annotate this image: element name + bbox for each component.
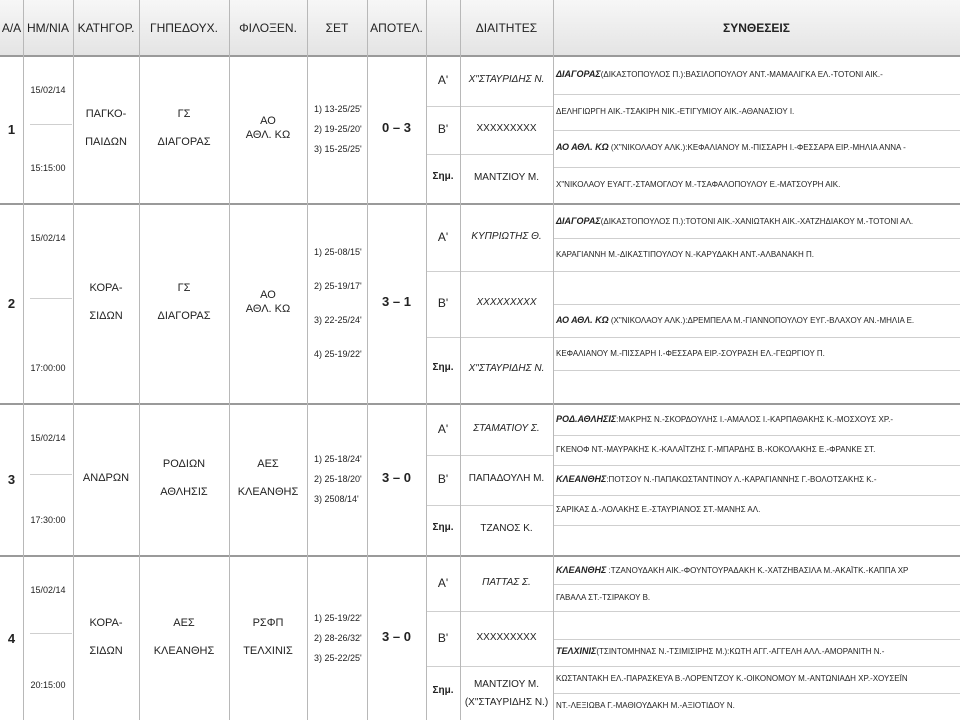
set-score: 1) 25-19/22' (314, 612, 362, 623)
lineup-players: :ΜΑΚΡΗΣ Ν.-ΣΚΟΡΔΟΥΛΗΣ Ι.-ΑΜΑΛΟΣ Ι.-ΚΑΡΠΑΘΑΚΗΣ Κ.-ΜΟΣΧΟΥΣ ΧΡ.- (616, 415, 894, 424)
lineup-row (556, 249, 814, 259)
lineup-players: (ΔΙΚΑΣΤΟΠΟΥΛΟΣ Π.):ΒΑΣΙΛΟΠΟΥΛΟΥ ΑΝΤ.-ΜΑΜΑΛΙΓΚΑ ΕΛ.-ΤΟΤΟΝΙ ΑΙΚ.- (600, 70, 883, 80)
lineup-row (556, 444, 875, 454)
match-number: 4 (7, 630, 16, 646)
referee-row-divider (426, 337, 553, 338)
column-divider (307, 0, 308, 720)
match-block (0, 205, 960, 403)
referee-role-a: Α' (437, 576, 449, 591)
lineup-row-divider (553, 304, 960, 305)
lineup-row-divider (553, 465, 960, 466)
referee-s-alt: (Χ"ΣΤΑΥΡΙΔΗΣ Ν.) (464, 696, 549, 708)
guest-team: ΚΛΕΑΝΘΗΣ (237, 486, 299, 498)
col-aa-header: Α/Α (1, 20, 22, 35)
set-score: 3) 22-25/24' (314, 315, 362, 325)
match-date: 15/02/14 (30, 433, 66, 443)
date-divider (30, 124, 72, 125)
match-time: 15:15:00 (30, 163, 66, 173)
match-result: 3 – 0 (382, 628, 411, 644)
column-divider (139, 0, 140, 720)
col-category-header: ΚΑΤΗΓΟΡ. (77, 20, 135, 35)
referee-row-divider (426, 505, 553, 506)
lineup-row (556, 216, 913, 226)
home-team: ΑΕΣ (173, 616, 195, 629)
set-score: 1) 25-08/15' (314, 247, 362, 257)
lineup-players: (ΤΣΙΝΤΟΜΗΝΑΣ Ν.-ΤΣΙΜΙΣΙΡΗΣ Μ.):ΚΩΤΗ ΑΓΓ.-ΑΓΓΕΛΗ ΑΛΛ.-ΑΜΟΡΑΝΙΤΗ Ν.- (596, 647, 885, 657)
referee-row-divider (426, 271, 553, 272)
lineup-row (556, 69, 883, 79)
lineup-row-divider (553, 337, 960, 338)
lineup-row-divider (553, 238, 960, 239)
col-sets-header: ΣΕΤ (325, 20, 349, 35)
referee-role-s: Σημ. (432, 522, 454, 533)
referee-a: ΠΑΤΤΑΣ Σ. (482, 577, 531, 589)
lineup-players: ΣΑΡΙΚΑΣ Δ.-ΛΟΛΑΚΗΣ Ε.-ΣΤΑΥΡΙΑΝΟΣ ΣΤ.-ΜΑΝΗΣ ΑΛ. (556, 505, 761, 514)
lineup-row (556, 646, 884, 656)
lineup-players: Χ"ΝΙΚΟΛΑΟΥ ΕΥΑΓΓ.-ΣΤΑΜΟΓΛΟΥ Μ.-ΤΣΑΦΑΛΟΠΟΥΛΟΥ Ε.-ΜΑΤΣΟΥΡΗ ΑΙΚ. (556, 179, 841, 189)
referee-role-a: Α' (437, 422, 449, 436)
match-number: 3 (7, 472, 16, 487)
set-score: 2) 25-18/20' (314, 474, 362, 484)
lineup-players: :ΤΖΑΝΟΥΔΑΚΗ ΑΙΚ.-ΦΟΥΝΤΟΥΡΑΔΑΚΗ Κ.-ΧΑΤΖΗΒΑΣΙΛΑ Μ.-ΑΚΑΪΤΚ.-ΚΑΠΠΑ ΧΡ (606, 565, 909, 575)
column-divider (229, 0, 230, 720)
referee-s: ΜΑΝΤΖΙΟΥ Μ. (473, 678, 540, 690)
lineup-row (556, 179, 840, 189)
category-label: ΣΙΔΩΝ (89, 310, 123, 322)
lineup-row (556, 106, 794, 116)
col-home-header: ΓΗΠΕΔΟΥΧ. (150, 20, 218, 35)
match-result: 3 – 0 (382, 470, 411, 485)
lineup-row-divider (553, 495, 960, 496)
match-result: 0 – 3 (382, 120, 411, 135)
category-label: ΚΟΡΑ- (89, 282, 123, 294)
referee-a: ΚΥΠΡΙΩΤΗΣ Θ. (471, 231, 542, 242)
referee-role-s: Σημ. (432, 170, 454, 182)
match-date: 15/02/14 (30, 233, 66, 243)
guest-team: ΑΕΣ (257, 458, 279, 470)
column-divider (23, 0, 24, 720)
referee-role-b: Β' (437, 122, 449, 136)
col-referees-header: ΔΙΑΙΤΗΤΕΣ (475, 20, 538, 35)
guest-team: ΤΕΛΧΙΝΙΣ (243, 644, 293, 657)
match-time: 17:00:00 (30, 363, 66, 373)
lineup-team: ΑΟ ΑΘΛ. ΚΩ (556, 314, 609, 325)
date-divider (30, 474, 72, 475)
referee-a: Χ"ΣΤΑΥΡΙΔΗΣ Ν. (468, 74, 545, 86)
referee-b: ΠΑΠΑΔΟΥΛΗ Μ. (468, 473, 545, 484)
lineup-row-divider (553, 525, 960, 526)
referee-s: ΜΑΝΤΖΙΟΥ Μ. (473, 171, 540, 183)
lineup-row (556, 414, 893, 424)
match-separator (0, 203, 960, 205)
col-result-header: ΑΠΟΤΕΛ. (370, 20, 423, 35)
lineup-team: ΔΙΑΓΟΡΑΣ (556, 215, 601, 226)
lineup-team: ΑΟ ΑΘΛ. ΚΩ (556, 142, 609, 153)
home-team: ΑΘΛΗΣΙΣ (160, 486, 208, 498)
referee-role-b: Β' (437, 296, 449, 310)
lineup-row-divider (553, 666, 960, 667)
date-divider (30, 633, 72, 634)
match-block (0, 57, 960, 203)
set-score: 4) 25-19/22' (314, 349, 362, 359)
lineup-players: ΓΚΕΝΟΦ ΝΤ.-ΜΑΥΡΑΚΗΣ Κ.-ΚΑΛΑΪΤΖΗΣ Γ.-ΜΠΑΡΔΗΣ Β.-ΚΟΚΟΛΑΚΗΣ Ε.-ΦΡΑΝΚΕ ΣΤ. (556, 445, 876, 454)
set-score: 1) 13-25/25' (314, 104, 362, 114)
col-guest-header: ΦΙΛΟΞΕΝ. (239, 20, 297, 35)
lineup-row-divider (553, 370, 960, 371)
lineup-team: ΚΛΕΑΝΘΗΣ (556, 564, 607, 575)
guest-team: ΑΟ (260, 115, 276, 127)
lineup-players: ΚΕΦΑΛΙΑΝΟΥ Μ.-ΠΙΣΣΑΡΗ Ι.-ΦΕΣΣΑΡΑ ΕΙΡ.-ΣΟΥΡΑΣΗ ΕΛ.-ΓΕΩΡΓΙΟΥ Π. (556, 348, 825, 358)
col-date-header: ΗΜ/ΝΙΑ (27, 20, 69, 35)
column-divider (426, 0, 427, 720)
column-divider (460, 0, 461, 720)
home-team: ΓΣ (177, 108, 191, 120)
lineup-players: (Χ"ΝΙΚΟΛΑΟΥ ΑΛΚ.):ΚΕΦΑΛΙΑΝΟΥ Μ.-ΠΙΣΣΑΡΗ Ι.-ΦΕΣΣΑΡΑ ΕΙΡ.-ΜΗΛΙΑ ΑΝΝΑ - (608, 143, 906, 153)
match-block (0, 557, 960, 720)
home-team: ΓΣ (177, 282, 191, 294)
lineup-row-divider (553, 271, 960, 272)
guest-team: ΡΣΦΠ (252, 616, 284, 629)
home-team: ΡΟΔΙΩΝ (162, 458, 206, 470)
set-score: 2) 19-25/20' (314, 124, 362, 134)
referee-row-divider (426, 611, 553, 612)
lineup-players: (Χ"ΝΙΚΟΛΑΟΥ ΑΛΚ.):ΔΡΕΜΠΕΛΑ Μ.-ΓΙΑΝΝΟΠΟΥΛΟΥ ΕΥΓ.-ΒΛΑΧΟΥ ΑΝ.-ΜΗΛΙΑ Ε. (608, 315, 915, 325)
home-team: ΔΙΑΓΟΡΑΣ (157, 136, 211, 148)
referee-role-b: Β' (437, 472, 449, 486)
lineup-row-divider (553, 167, 960, 168)
lineup-row (556, 142, 906, 152)
match-time: 20:15:00 (30, 680, 66, 690)
lineup-row (556, 592, 650, 602)
lineup-players: (ΔΙΚΑΣΤΟΠΟΥΛΟΣ Π.):ΤΟΤΟΝΙ ΑΙΚ.-ΧΑΝΙΩΤΑΚΗ ΑΙΚ.-ΧΑΤΖΗΔΙΑΚΟΥ Μ.-ΤΟΤΟΝΙ ΑΛ. (600, 216, 914, 226)
lineup-team: ΔΙΑΓΟΡΑΣ (556, 69, 601, 80)
column-divider (73, 0, 74, 720)
match-number: 2 (7, 296, 16, 311)
lineup-row (556, 315, 914, 325)
match-separator (0, 403, 960, 405)
referee-role-a: Α' (437, 73, 449, 88)
referee-b: ΧΧΧΧΧΧΧΧΧ (476, 631, 537, 643)
set-score: 3) 25-22/25' (314, 652, 362, 663)
lineup-players: ΚΩΣΤΑΝΤΑΚΗ ΕΛ.-ΠΑΡΑΣΚΕΥΑ Β.-ΛΟΡΕΝΤΖΟΥ Κ.-ΟΙΚΟΝΟΜΟΥ Μ.-ΑΝΤΩΝΙΑΔΗ ΧΡ.-ΧΟΥΣΕΪΝ (556, 674, 908, 684)
column-divider (553, 0, 554, 720)
lineup-row-divider (553, 94, 960, 95)
referee-row-divider (426, 666, 553, 667)
category-label: ΠΑΙΔΩΝ (85, 136, 127, 148)
match-time: 17:30:00 (30, 515, 66, 525)
guest-team: ΑΘΛ. ΚΩ (245, 129, 291, 141)
referee-s: ΤΖΑΝΟΣ Κ. (480, 523, 533, 534)
category-label: ΚΟΡΑ- (89, 616, 123, 629)
lineup-row-divider (553, 611, 960, 612)
home-team: ΔΙΑΓΟΡΑΣ (157, 310, 211, 322)
home-team: ΚΛΕΑΝΘΗΣ (153, 644, 215, 657)
lineup-row (556, 700, 735, 710)
set-score: 3) 15-25/25' (314, 144, 362, 154)
referee-row-divider (426, 106, 553, 107)
guest-team: ΑΟ (260, 289, 276, 301)
set-score: 1) 25-18/24' (314, 454, 362, 464)
referee-role-a: Α' (437, 230, 449, 244)
col-lineups-header: ΣΥΝΘΕΣΕΙΣ (723, 20, 790, 35)
lineup-row-divider (553, 693, 960, 694)
lineup-row-divider (553, 435, 960, 436)
match-result: 3 – 1 (382, 294, 411, 309)
referee-role-s: Σημ. (432, 362, 454, 373)
lineup-players: :ΠΟΤΣΟΥ Ν.-ΠΑΠΑΚΩΣΤΑΝΤΙΝΟΥ Λ.-ΚΑΡΑΓΙΑΝΝΗΣ Γ.-ΒΟΛΟΤΣΑΚΗΣ Κ.- (606, 475, 877, 484)
lineup-players: ΔΕΛΗΓΙΩΡΓΗ ΑΙΚ.-ΤΣΑΚΙΡΗ ΝΙΚ.-ΕΤΙΓΥΜΙΟΥ ΑΙΚ.-ΑΘΑΝΑΣΙΟΥ Ι. (556, 106, 795, 116)
lineup-row (556, 348, 825, 358)
category-label: ΑΝΔΡΩΝ (82, 472, 130, 484)
referee-row-divider (426, 154, 553, 155)
category-label: ΣΙΔΩΝ (89, 644, 123, 657)
referee-a: ΣΤΑΜΑΤΙΟΥ Σ. (473, 423, 540, 434)
lineup-row (556, 565, 908, 575)
lineup-row-divider (553, 584, 960, 585)
lineup-team: ΤΕΛΧΙΝΙΣ (556, 646, 597, 657)
match-date: 15/02/14 (30, 85, 66, 95)
set-score: 3) 2508/14' (314, 494, 359, 504)
lineup-row-divider (553, 639, 960, 640)
table-header (0, 0, 960, 57)
match-block (0, 405, 960, 555)
lineup-players: ΓΑΒΑΛΑ ΣΤ.-ΤΣΙΡΑΚΟΥ Β. (556, 592, 651, 602)
lineup-team: ΡΟΔ.ΑΘΛΗΣΙΣ (556, 414, 617, 424)
match-date: 15/02/14 (30, 585, 66, 595)
lineup-players: ΚΑΡΑΓΙΑΝΝΗ Μ.-ΔΙΚΑΣΤΙΠΟΥΛΟΥ Ν.-ΚΑΡΥΔΑΚΗ ΑΝΤ.-ΑΛΒΑΝΑΚΗ Π. (556, 249, 814, 259)
match-number: 1 (7, 122, 16, 137)
referee-b: ΧΧΧΧΧΧΧΧΧ (476, 297, 537, 308)
set-score: 2) 25-19/17' (314, 281, 362, 291)
lineup-row (556, 474, 877, 484)
lineup-row (556, 504, 760, 514)
match-separator (0, 555, 960, 557)
referee-role-s: Σημ. (432, 684, 454, 696)
lineup-row-divider (553, 130, 960, 131)
guest-team: ΑΘΛ. ΚΩ (245, 303, 291, 315)
lineup-players: ΝΤ.-ΛΕΞΙΩΒΑ Γ.-ΜΑΘΙΟΥΔΑΚΗ Μ.-ΑΞΙΟΤΙΔΟΥ Ν. (556, 701, 735, 711)
category-label: ΠΑΓΚΟ- (85, 108, 127, 120)
lineup-row (556, 673, 908, 683)
lineup-team: ΚΛΕΑΝΘΗΣ (556, 474, 607, 484)
referee-b: ΧΧΧΧΧΧΧΧΧ (476, 123, 537, 134)
set-score: 2) 28-26/32' (314, 632, 362, 643)
referee-role-b: Β' (437, 630, 449, 645)
date-divider (30, 298, 72, 299)
referee-s: Χ"ΣΤΑΥΡΙΔΗΣ Ν. (468, 363, 545, 374)
column-divider (367, 0, 368, 720)
referee-row-divider (426, 455, 553, 456)
